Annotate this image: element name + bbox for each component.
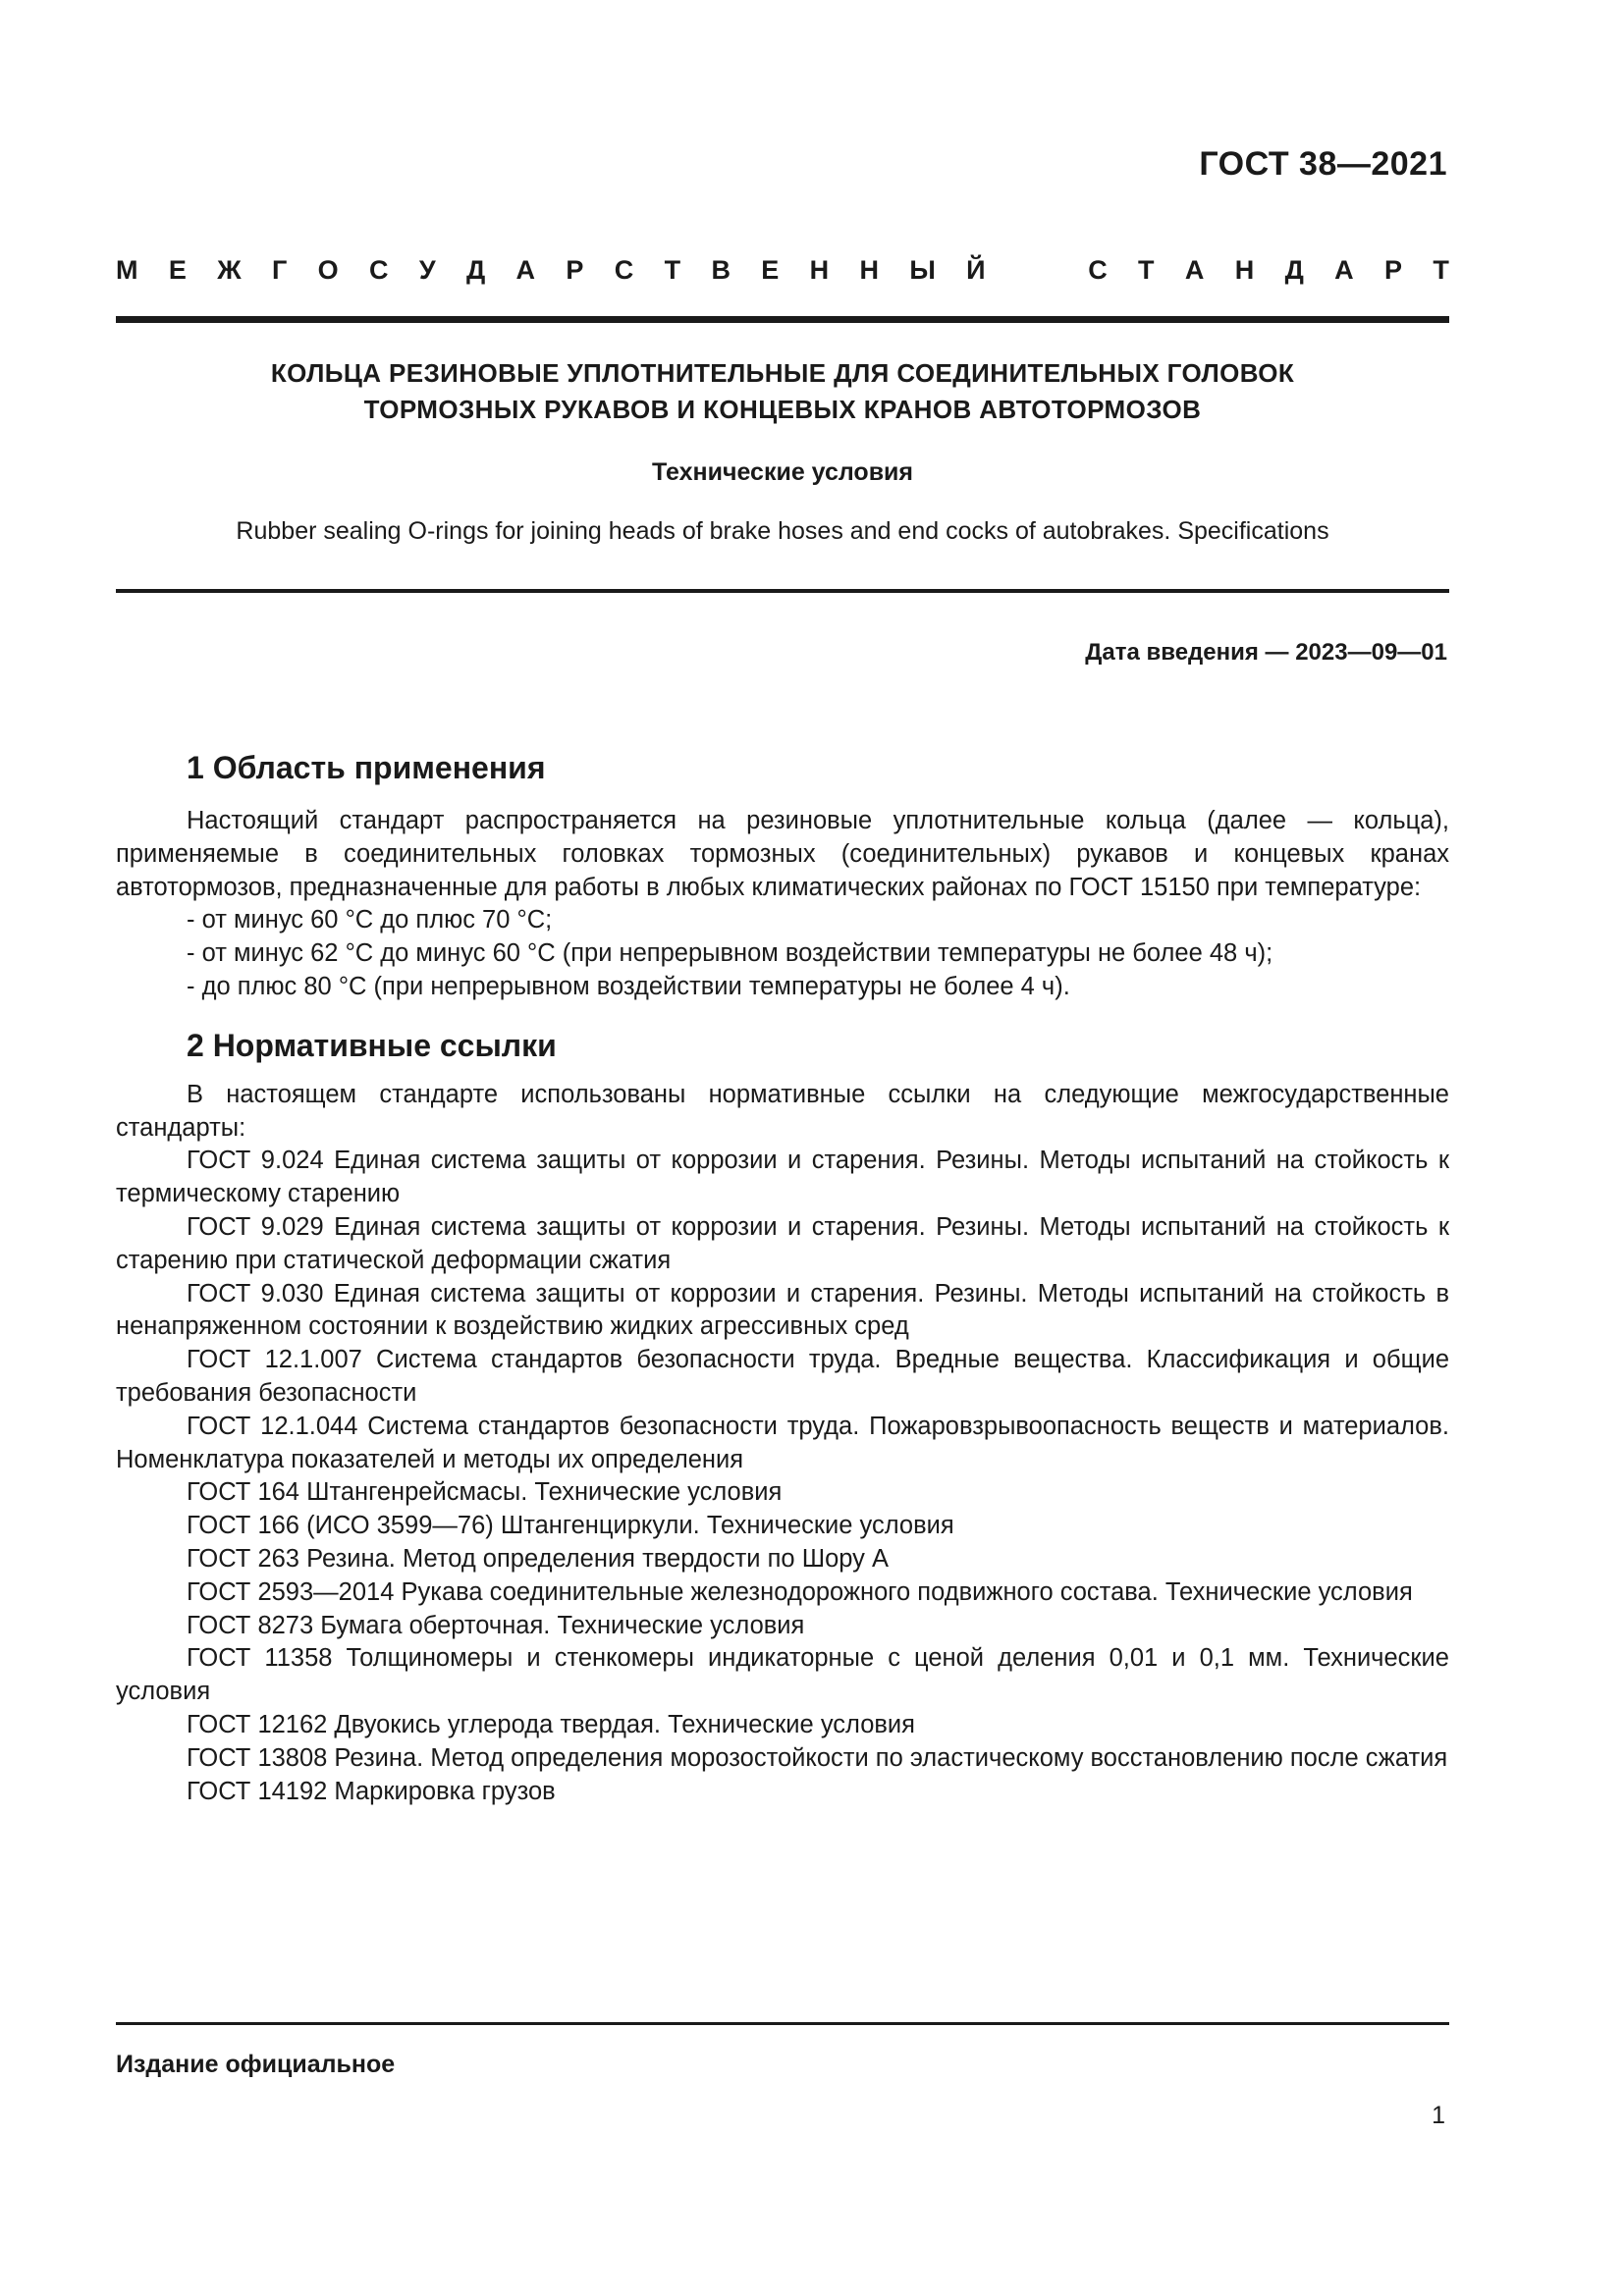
normative-reference: ГОСТ 12.1.044 Система стандартов безопасности труда. Пожаровзрывоопасность веществ и материалов. Номенклатура показателей и методы их определения (116, 1412, 1449, 1473)
introduction-date: Дата введения — 2023—09—01 (1085, 639, 1447, 666)
category-letter: Ж (217, 255, 242, 285)
title-line-1: КОЛЬЦА РЕЗИНОВЫЕ УПЛОТНИТЕЛЬНЫЕ ДЛЯ СОЕДИНИТЕЛЬНЫХ ГОЛОВОК (270, 358, 1295, 388)
normative-reference: ГОСТ 9.029 Единая система защиты от коррозии и старения. Резины. Методы испытаний на стойкость к старению при статической деформации сжатия (116, 1212, 1449, 1274)
official-edition-label: Издание официальное (116, 2051, 396, 2078)
category-letter: А (515, 255, 536, 285)
standard-category (116, 253, 1449, 287)
category-letter: В (711, 255, 731, 285)
category-letter: С (368, 255, 389, 285)
document-title (116, 355, 1449, 428)
category-letter: Т (1433, 255, 1449, 285)
category-letter: Н (859, 255, 879, 285)
category-letter: С (1088, 255, 1108, 285)
normative-reference: ГОСТ 2593—2014 Рукава соединительные железнодорожного подвижного состава. Технические условия (187, 1577, 1413, 1606)
category-letter: М (116, 255, 138, 285)
normative-reference: ГОСТ 11358 Толщиномеры и стенкомеры индикаторные с ценой деления 0,01 и 0,1 мм. Технические условия (116, 1644, 1449, 1706)
section-1-heading: 1 Область применения (187, 750, 546, 785)
document-subtitle: Технические условия (651, 458, 914, 486)
category-letter: Т (664, 255, 681, 285)
category-letter: О (317, 255, 339, 285)
footer-rule (116, 2022, 1449, 2025)
category-letter: У (418, 255, 436, 285)
category-letter: Е (168, 255, 187, 285)
section-2-heading: 2 Нормативные ссылки (187, 1027, 557, 1063)
category-letter: Г (271, 255, 288, 285)
normative-reference: ГОСТ 12162 Двуокись углерода твердая. Технические условия (187, 1710, 915, 1738)
temperature-item: - до плюс 80 °С (при непрерывном воздействии температуры не более 4 ч). (187, 972, 1070, 1000)
category-letter: Р (1384, 255, 1403, 285)
category-letter: Н (809, 255, 830, 285)
standard-code: ГОСТ 38—2021 (1199, 145, 1447, 183)
category-letter: Д (1284, 255, 1304, 285)
category-word-gap (1016, 253, 1057, 287)
category-letter: С (614, 255, 634, 285)
page-number: 1 (1432, 2102, 1445, 2129)
category-letter: Й (966, 255, 986, 285)
normative-reference: ГОСТ 164 Штангенрейсмасы. Технические условия (187, 1478, 783, 1507)
normative-reference: ГОСТ 12.1.007 Система стандартов безопасности труда. Вредные вещества. Классификация и общие требования безопасности (116, 1346, 1449, 1407)
document-body (116, 744, 1449, 1808)
section-2-intro: В настоящем стандарте использованы нормативные ссылки на следующие межгосударственные стандарты: (116, 1080, 1449, 1142)
category-letter: Н (1234, 255, 1255, 285)
category-letter: Д (465, 255, 486, 285)
temperature-item: - от минус 60 °С до плюс 70 °С; (187, 906, 553, 934)
normative-reference: ГОСТ 13808 Резина. Метод определения морозостойкости по эластическому восстановлению после сжатия (187, 1743, 1448, 1772)
category-letter: Р (566, 255, 584, 285)
normative-reference: ГОСТ 8273 Бумага оберточная. Технические условия (187, 1611, 805, 1639)
normative-reference: ГОСТ 166 (ИСО 3599—76) Штангенциркули. Технические условия (187, 1512, 954, 1540)
english-title: Rubber sealing O-rings for joining heads of brake hoses and end cocks of autobrakes. Specifications (236, 517, 1329, 545)
category-letter: Т (1138, 255, 1155, 285)
category-letter: А (1334, 255, 1354, 285)
title-line-2: ТОРМОЗНЫХ РУКАВОВ И КОНЦЕВЫХ КРАНОВ АВТОТОРМОЗОВ (363, 395, 1202, 424)
category-letter: А (1184, 255, 1205, 285)
title-rule (116, 589, 1449, 593)
category-letter: Ы (909, 255, 936, 285)
section-1-paragraph: Настоящий стандарт распространяется на резиновые уплотнительные кольца (далее — кольца), применяемые в соединительных головках тормозных (соединительных) рукавов и концевых кранах автотормозов, предназначенные для работы в любых климатических районах по ГОСТ 15150 при температуре: (116, 807, 1449, 901)
normative-reference: ГОСТ 9.030 Единая система защиты от коррозии и старения. Резины. Методы испытаний на стойкость в ненапряженном состоянии к воздействию жидких агрессивных сред (116, 1279, 1449, 1341)
normative-reference: ГОСТ 14192 Маркировка грузов (187, 1777, 556, 1805)
header-rule (116, 316, 1449, 323)
normative-reference: ГОСТ 263 Резина. Метод определения твердости по Шору А (187, 1544, 889, 1573)
category-letter: Е (761, 255, 780, 285)
temperature-item: - от минус 62 °С до минус 60 °С (при непрерывном воздействии температуры не более 48 ч); (187, 939, 1273, 968)
normative-reference: ГОСТ 9.024 Единая система защиты от коррозии и старения. Резины. Методы испытаний на стойкость к термическому старению (116, 1147, 1449, 1208)
